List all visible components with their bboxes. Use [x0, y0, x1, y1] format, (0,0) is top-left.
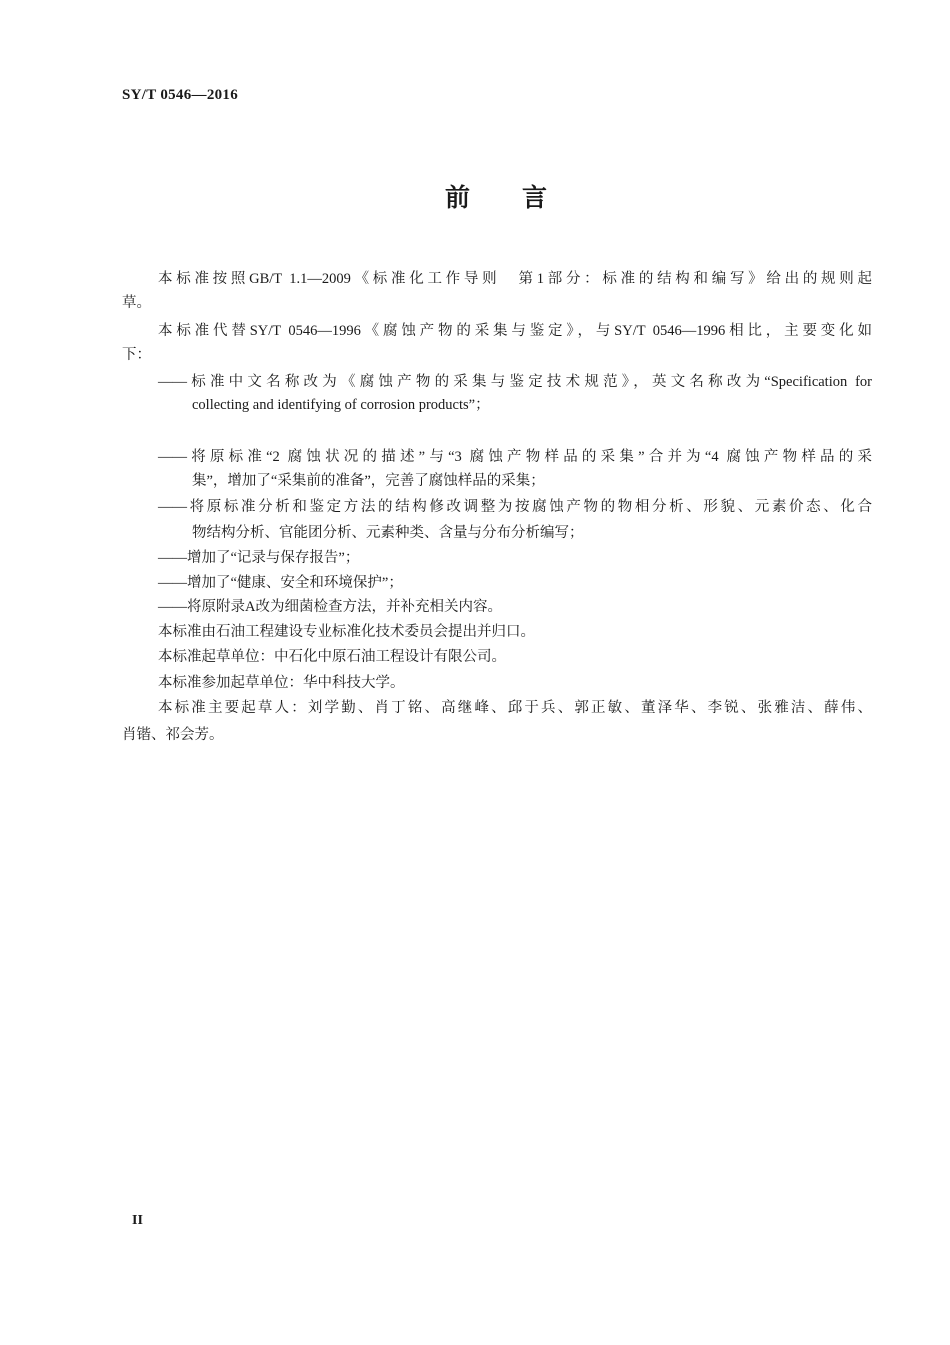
text-line: 本标准由石油工程建设专业标准化技术委员会提出并归口。	[158, 624, 535, 640]
list-item: ——增加了“记录与保存报告”；	[158, 550, 360, 566]
text-line: 草。	[122, 295, 151, 311]
text-line: 本标准参加起草单位：华中科技大学。	[158, 675, 405, 691]
page-title	[445, 178, 547, 214]
list-item-continuation: 物结构分析、官能团分析、元素种类、含量与分布分析编写；	[192, 525, 584, 541]
standard-number-header: SY/T 0546—2016	[122, 87, 239, 103]
text-line: 肖锴、祁会芳。	[122, 727, 224, 743]
text-line: 下：	[122, 347, 151, 363]
title-char-1: 前	[445, 183, 471, 212]
text-line: 本标准起草单位：中石化中原石油工程设计有限公司。	[158, 649, 506, 665]
list-item-continuation: 集”，增加了“采集前的准备”，完善了腐蚀样品的采集；	[192, 473, 545, 489]
title-char-2: 言	[522, 183, 548, 212]
list-item: ——将原标准“2 腐蚀状况的描述”与“3 腐蚀产物样品的采集”合并为“4 腐蚀产物样品的采	[158, 449, 872, 465]
list-item: ——增加了“健康、安全和环境保护”；	[158, 575, 403, 591]
list-item: ——将原附录A改为细菌检查方法，并补充相关内容。	[158, 599, 502, 615]
list-item: ——将原标准分析和鉴定方法的结构修改调整为按腐蚀产物的物相分析、形貌、元素价态、化合	[158, 499, 872, 515]
text-line: 本标准代替SY/T 0546—1996《腐蚀产物的采集与鉴定》，与SY/T 0546—1996相比，主要变化如	[158, 323, 872, 339]
text-line: 本标准按照GB/T 1.1—2009《标准化工作导则 第1部分：标准的结构和编写》给出的规则起	[158, 271, 872, 287]
page-number: II	[132, 1213, 143, 1228]
list-item: ——标准中文名称改为《腐蚀产物的采集与鉴定技术规范》，英文名称改为“Specification for	[158, 374, 872, 390]
list-item-continuation: collecting and identifying of corrosion products”；	[192, 397, 490, 413]
text-line: 本标准主要起草人：刘学勤、肖丁铭、高继峰、邱于兵、郭正敏、董泽华、李锐、张雅洁、薛伟、	[158, 700, 872, 716]
